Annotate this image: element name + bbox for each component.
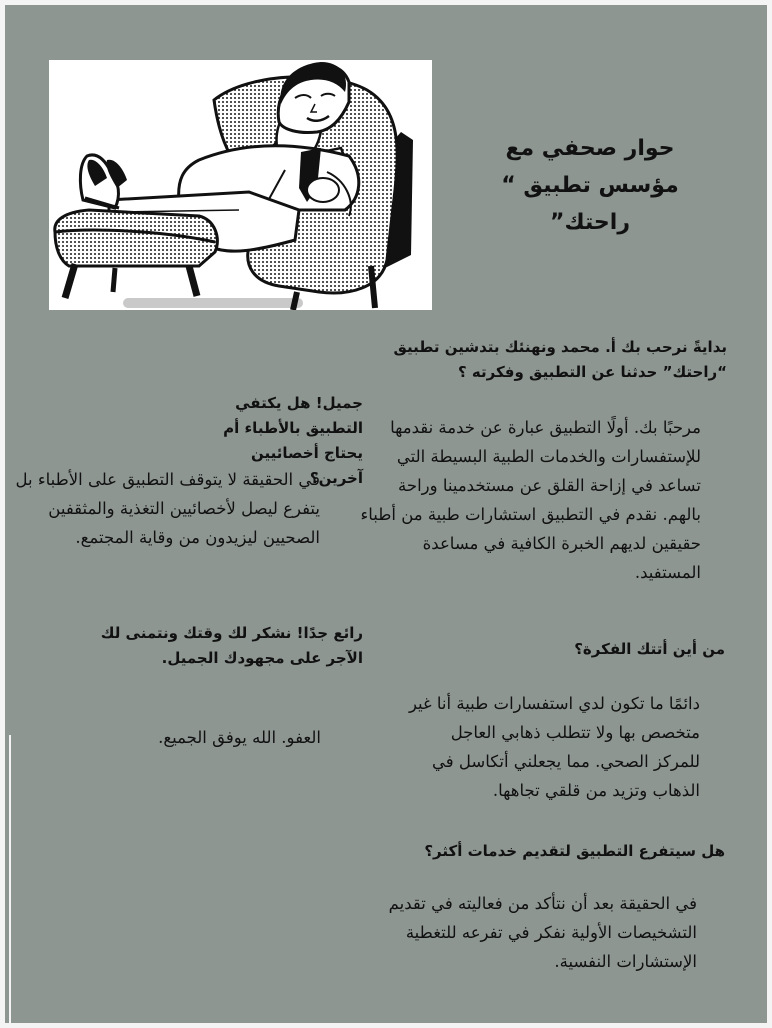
answer-4: في الحقيقة لا يتوقف التطبيق على الأطباء بل يتفرع ليصل لأخصائيين التغذية والمثقفين الصحيين ليزيدون من وقاية المجتمع. — [15, 470, 320, 547]
question-2: من أين أتتك الفكرة؟ — [574, 640, 725, 658]
question-3: هل سيتفرع التطبيق لتقديم خدمات أكثر؟ — [424, 842, 725, 860]
magazine-page — [5, 5, 767, 1023]
question-4: جميل! هل يكتفي التطبيق بالأطباء أم يحتاج أخصائيين آخرين؟ — [223, 394, 363, 487]
question-1: بدايةً نرحب بك أ. محمد ونهنئك بتدشين تطبيق “راحتك” حدثنا عن التطبيق وفكرته ؟ — [393, 338, 727, 381]
answer-2: دائمًا ما تكون لدي استفسارات طبية أنا غير متخصص بها ولا تتطلب ذهابي العاجل للمركز الصحي. مما يجعلني أتكاسل في الذهاب وتزيد من قلقي تجاهها. — [408, 694, 700, 800]
page-edge-line — [9, 735, 11, 1028]
man-relaxing-in-armchair-illustration — [49, 60, 432, 310]
question-5: رائع جدًا! نشكر لك وقتك ونتمنى لك الآجر على مجهودك الجميل. — [100, 624, 363, 667]
answer-5: العفو. الله يوفق الجميع. — [158, 728, 321, 747]
answer-3: في الحقيقة بعد أن نتأكد من فعاليته في تقديم التشخيصات الأولية نفكر في تفرعه للتغطية الإستشارات النفسية. — [388, 894, 697, 971]
article-title: حوار صحفي مع مؤسس تطبيق “ راحتك” — [501, 136, 679, 235]
answer-1: مرحبًا بك. أولًا التطبيق عبارة عن خدمة نقدمها للإستفسارات والخدمات الطبية البسيطة التي تساعد في إزاحة القلق عن مستخدمينا وراحة بالهم. نقدم في التطبيق استشارات طبية من أطباء حقيقين لديهم الخبرة الكافية في مساعدة المستفيد. — [360, 418, 701, 582]
